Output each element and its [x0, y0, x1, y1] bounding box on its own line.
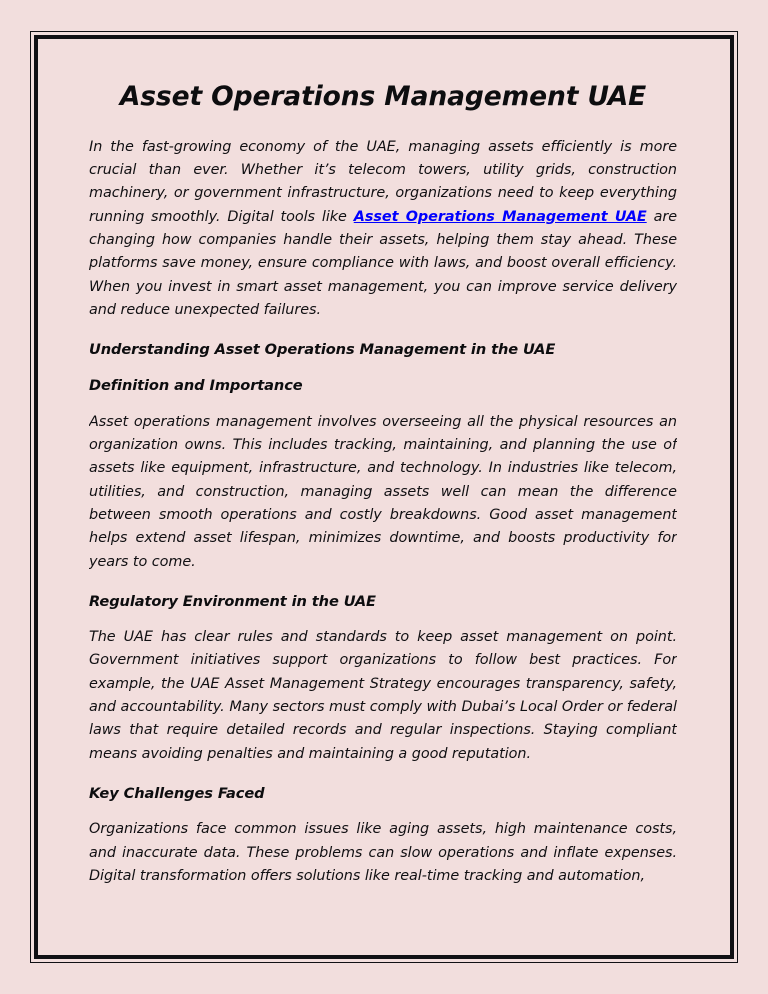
spacer: [89, 113, 677, 136]
subsection-heading-key-challenges-faced: Key Challenges Faced: [89, 784, 265, 802]
spacer: [89, 322, 677, 338]
document-content: [89, 0, 677, 994]
subsection-heading-definition-and-importance: Definition and Importance: [89, 377, 303, 395]
paragraph-key-challenges-faced: Organizations face common issues like aging assets, high maintenance costs, and inaccurate data. These problems can slow operations and inflate expenses. Digital transformation offers solutions like real-time tracking and automation,: [89, 821, 677, 884]
section-heading-understanding: Understanding Asset Operations Management in the UAE: [89, 341, 556, 359]
spacer: [89, 613, 677, 626]
spacer: [89, 361, 677, 374]
paragraph-regulatory-environment: The UAE has clear rules and standards to keep asset management on point. Government initiatives support organizations to follow best practices. For example, the UAE Asset Management Strategy encourages transparency, safety, and accountability. Many sectors must comply with Dubai’s Local Order or federal laws that require detailed records and regular inspections. Staying compliant means avoiding penalties and maintaining a good reputation.: [89, 629, 677, 762]
intro-text-after-link: are changing how companies handle their assets, helping them stay ahead. These platforms save money, ensure compliance with laws, and boost overall efficiency. When you invest in smart asset management, you can improve service delivery and reduce unexpected failures.: [89, 208, 677, 318]
spacer: [89, 574, 677, 590]
page-title: Asset Operations Management UAE: [119, 81, 647, 112]
asset-operations-management-uae-link[interactable]: Asset Operations Management UAE: [353, 208, 647, 225]
intro-paragraph: [89, 136, 677, 322]
spacer: [89, 398, 677, 411]
subsection-heading-regulatory-environment: Regulatory Environment in the UAE: [89, 592, 376, 610]
intro-text-before-link: In the fast-growing economy of the UAE, managing assets efficiently is more crucial than ever. Whether it’s telecom towers, utility grids, construction machinery, or government infrastructure, organizations need to keep everything running smoothly. Digital tools like: [89, 138, 677, 225]
spacer: [89, 766, 677, 782]
spacer: [89, 805, 677, 818]
paragraph-definition-and-importance: Asset operations management involves overseeing all the physical resources an organization owns. This includes tracking, maintaining, and planning the use of assets like equipment, infrastructure, and technology. In industries like telecom, utilities, and construction, managing assets well can mean the difference between smooth operations and costly breakdowns. Good asset management helps extend asset lifespan, minimizes downtime, and boosts productivity for years to come.: [89, 413, 677, 570]
